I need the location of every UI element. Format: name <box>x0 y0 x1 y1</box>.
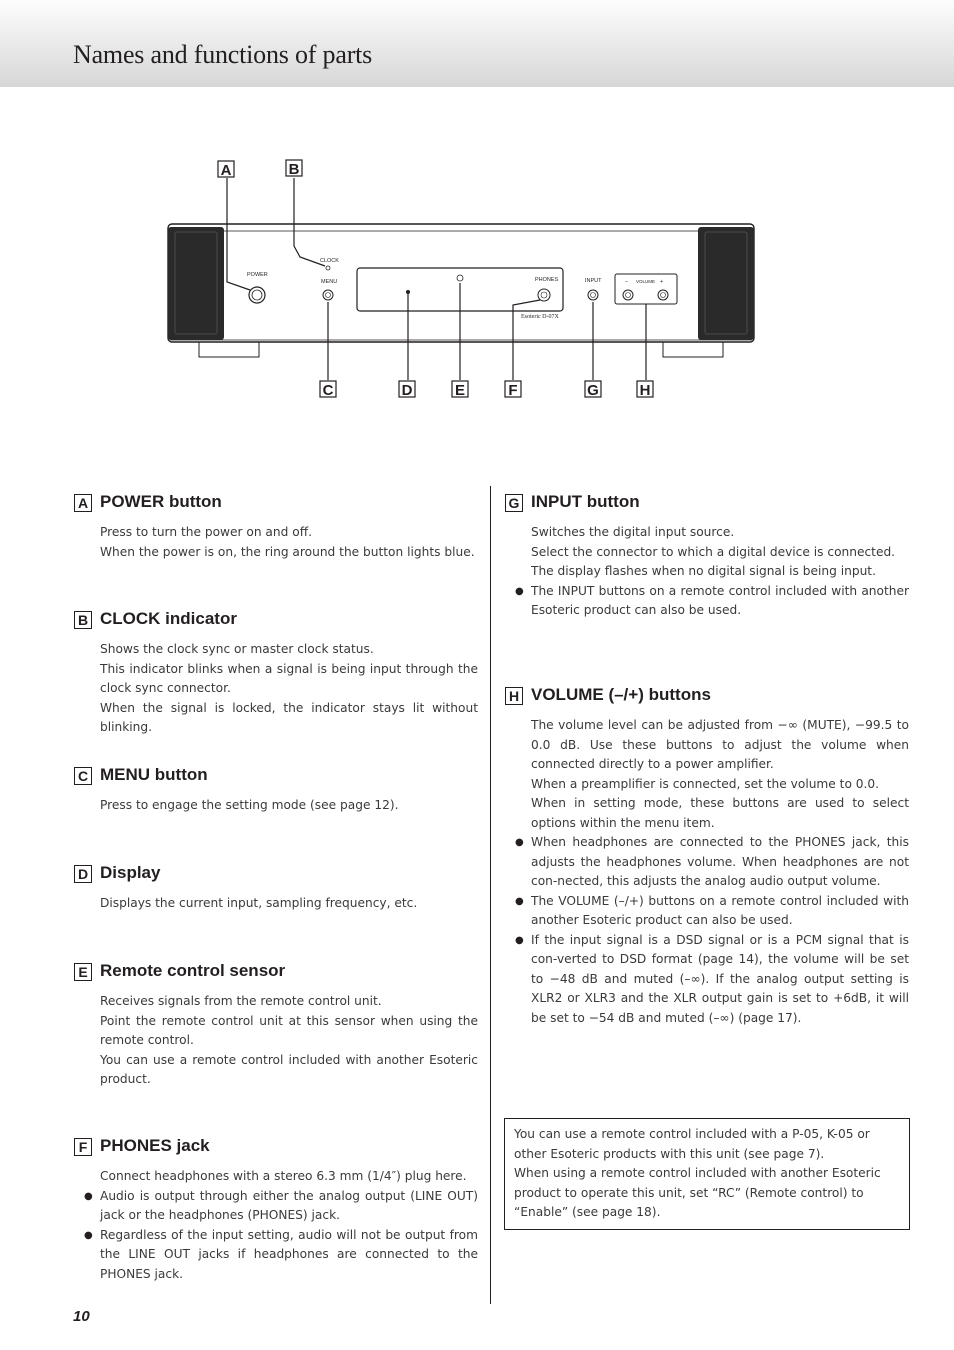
section-tag: A <box>74 494 92 512</box>
section-text: Connect headphones with a stereo 6.3 mm (1/4″) plug here. <box>100 1169 467 1183</box>
section-text: Press to turn the power on and off. <box>100 525 312 539</box>
section-title: Display <box>100 863 161 882</box>
callout-d <box>399 381 415 399</box>
volume-minus-label: − <box>625 279 629 285</box>
section-text: Point the remote control unit at this sensor when using the remote control. <box>100 1013 478 1047</box>
bullet-item: ● The INPUT buttons on a remote control included with another Esoteric product can also be used. <box>531 582 909 621</box>
section-title: POWER button <box>100 492 222 511</box>
callout-h <box>637 381 653 399</box>
column-divider <box>490 486 491 1304</box>
section-text: Switches the digital input source. <box>531 525 735 539</box>
section-volume-buttons <box>505 687 909 1028</box>
section-title: VOLUME (–/+) buttons <box>531 685 711 704</box>
section-text: Receives signals from the remote control unit. <box>100 994 382 1008</box>
section-text: You can use a remote control included with another Esoteric product. <box>100 1052 478 1086</box>
menu-panel-label: MENU <box>321 279 338 285</box>
clock-panel-label: CLOCK <box>320 258 339 264</box>
bullet-item: ● Audio is output through either the analog output (LINE OUT) jack or the headphones (PHONES) jack. <box>100 1187 478 1226</box>
callout-c <box>320 381 336 399</box>
section-tag: F <box>74 1138 92 1156</box>
svg-text:C: C <box>322 382 334 399</box>
section-text: When the signal is locked, the indicator stays lit without blinking. <box>100 700 478 734</box>
volume-plus-label: + <box>660 279 664 285</box>
section-remote-control-sensor <box>74 963 478 1090</box>
note-text: You can use a remote control included with a P-05, K-05 or other Esoteric products with this unit (see page 7). <box>514 1127 870 1161</box>
section-title: CLOCK indicator <box>100 609 237 628</box>
svg-text:E: E <box>454 382 466 399</box>
section-text: The display flashes when no digital signal is being input. <box>531 564 876 578</box>
section-title: Remote control sensor <box>100 961 286 980</box>
section-clock-indicator <box>74 611 478 738</box>
callout-e <box>452 381 468 399</box>
section-text: Displays the current input, sampling frequency, etc. <box>100 896 418 910</box>
bullet-item: ● When headphones are connected to the PHONES jack, this adjusts the headphones volume. When headphones are not con-nected, this adjusts the analog audio output volume. <box>531 833 909 892</box>
volume-panel-label: VOLUME <box>636 279 656 284</box>
callout-a <box>218 161 234 179</box>
section-display <box>74 865 478 914</box>
svg-text:F: F <box>508 382 518 399</box>
svg-text:A: A <box>220 162 232 179</box>
section-tag: C <box>74 767 92 785</box>
bullet-item: ● If the input signal is a DSD signal or is a PCM signal that is con-verted to DSD format (page 14), the volume will be set to −48 dB and muted (–∞). If the analog output setting is XLR2 or XLR3 and the XLR output gain is set to +6dB, it will be set to −54 dB and muted (–∞) (page 17). <box>531 931 909 1029</box>
page-header <box>0 0 954 87</box>
section-tag: D <box>74 865 92 883</box>
page-number: 10 <box>73 1308 90 1325</box>
section-title: MENU button <box>100 765 208 784</box>
section-menu-button <box>74 767 478 816</box>
section-title: PHONES jack <box>100 1136 210 1155</box>
section-tag: G <box>505 494 523 512</box>
section-text: When in setting mode, these buttons are used to select options within the menu item. <box>531 796 909 830</box>
front-panel-diagram <box>0 150 954 410</box>
svg-text:H: H <box>639 382 651 399</box>
section-tag: H <box>505 687 523 705</box>
section-text: When a preamplifier is connected, set the volume to 0.0. <box>531 776 880 791</box>
svg-text:B: B <box>288 161 300 178</box>
section-text: This indicator blinks when a signal is being input through the clock sync connector. <box>100 661 478 695</box>
note-box <box>504 1118 910 1230</box>
section-text: When the power is on, the ring around the button lights blue. <box>100 544 475 559</box>
phones-panel-label: PHONES <box>535 277 559 283</box>
bullet-item: ● Regardless of the input setting, audio will not be output from the LINE OUT jacks if headphones are connected to the PHONES jack. <box>100 1226 478 1285</box>
section-text: The volume level can be adjusted from −∞ (MUTE), −99.5 to 0.0 dB. Use these buttons to adjust the volume when connected directly to a power amplifier. <box>531 718 909 771</box>
section-text: Press to engage the setting mode (see page 12). <box>100 798 399 812</box>
bullet-item: ● The VOLUME (–/+) buttons on a remote control included with another Esoteric product can also be used. <box>531 892 909 931</box>
section-phones-jack <box>74 1138 478 1284</box>
section-text: Shows the clock sync or master clock status. <box>100 642 374 656</box>
callout-b <box>286 160 302 178</box>
callout-f <box>505 381 521 399</box>
section-power-button <box>74 494 478 562</box>
section-tag: E <box>74 963 92 981</box>
section-title: INPUT button <box>531 492 640 511</box>
callout-g <box>585 381 601 399</box>
brand-panel-label: Esoteric D-07X <box>521 314 559 320</box>
note-text: When using a remote control included with another Esoteric product to operate this unit, set “RC” (Remote control) to “Enable” (see page 18). <box>514 1166 881 1219</box>
section-tag: B <box>74 611 92 629</box>
section-input-button <box>505 494 909 621</box>
svg-text:G: G <box>587 382 599 399</box>
section-text: Select the connector to which a digital device is connected. <box>531 544 896 559</box>
power-panel-label: POWER <box>247 272 268 278</box>
input-panel-label: INPUT <box>585 278 602 284</box>
page-title: Names and functions of parts <box>73 40 373 69</box>
svg-text:D: D <box>401 382 413 399</box>
